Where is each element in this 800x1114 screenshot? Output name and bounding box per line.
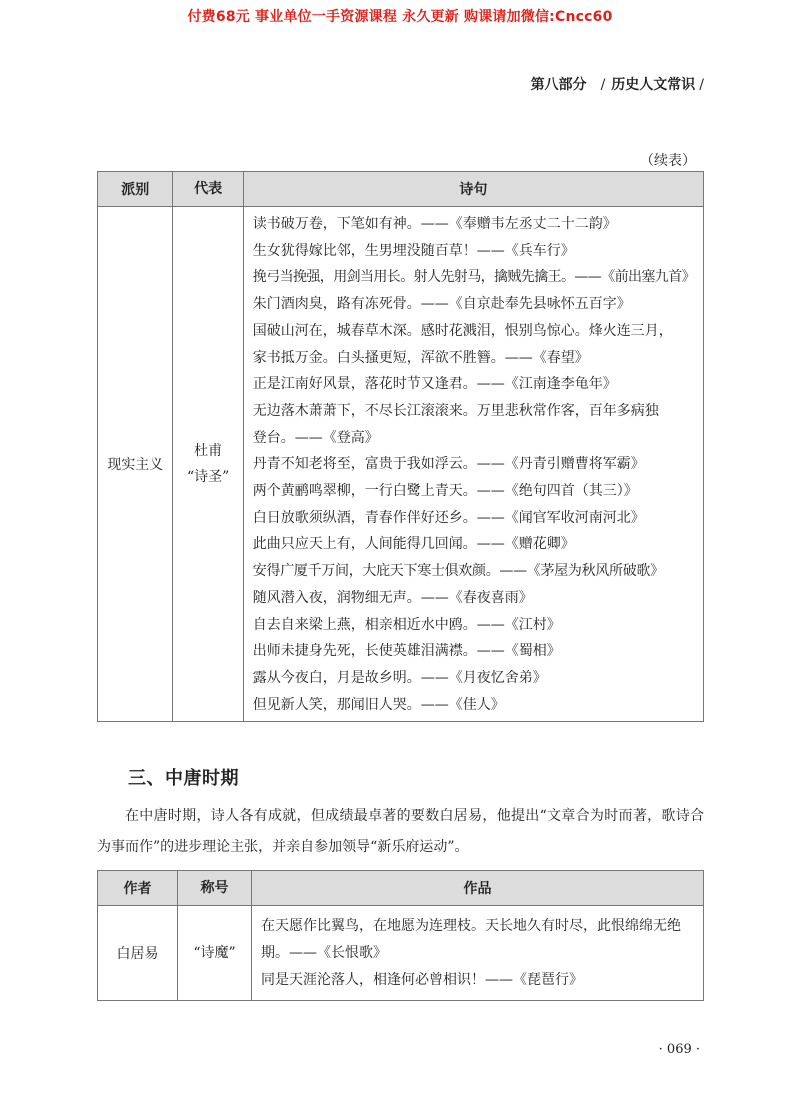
header-cell-author: 作者 [98, 871, 178, 906]
verse-line: 安得广厦千万间，大庇天下寒士俱欢颜。——《茅屋为秋风所破歌》 [252, 563, 664, 580]
verse-line: 读书破万卷，下笔如有神。——《奉赠韦左丞丈二十二韵》 [252, 216, 617, 232]
promo-banner: 付费68元 事业单位一手资源课程 永久更新 购课请加微信:Cncc60 [187, 9, 613, 25]
verse-line: 登台。——《登高》 [252, 429, 379, 446]
continued-note: （续表） [640, 153, 696, 169]
header-cell-title: 称号 [178, 871, 252, 906]
table-row [98, 207, 704, 722]
verse-line: 白日放歌须纵酒，青春作伴好还乡。——《闻官军收河南河北》 [252, 509, 645, 526]
representative-cell [173, 207, 243, 722]
verse-line: 此曲只应天上有，人间能得几回闻。——《赠花卿》 [252, 536, 575, 553]
title-cell: “诗魔” [178, 906, 252, 1001]
verse-line: 家书抵万金。白头搔更短，浑欲不胜簪。——《春望》 [252, 349, 589, 366]
verses-cell [243, 207, 703, 722]
verse-line: 丹青不知老将至，富贵于我如浮云。——《丹青引赠曹将军霸》 [252, 456, 645, 473]
page-header [531, 74, 704, 94]
verse-line: 但见新人笑，那闻旧人哭。——《佳人》 [252, 696, 505, 713]
table-header-row [98, 871, 704, 906]
verse-line: 露从今夜白，月是故乡明。——《月夜忆舍弟》 [252, 669, 547, 686]
work-line: 同是天涯沦落人，相逢何必曾相识！——《琵琶行》 [261, 972, 583, 988]
representative-title: “诗圣” [186, 469, 230, 486]
header-cell-school: 派别 [98, 172, 173, 207]
verse-line: 无边落木萧萧下，不尽长江滚滚来。万里悲秋常作客，百年多病独 [252, 402, 659, 419]
header-cell-verses: 诗句 [243, 172, 703, 207]
verse-line: 挽弓当挽强，用剑当用长。射人先射马，擒贼先擒王。——《前出塞九首》 [252, 269, 695, 286]
verse-line: 朱门酒肉臭，路有冻死骨。——《自京赴奉先县咏怀五百字》 [252, 296, 631, 313]
header-title: 历史人文常识 [611, 77, 696, 93]
verse-line: 生女犹得嫁比邻，生男埋没随百草！——《兵车行》 [252, 242, 575, 259]
table-row [98, 906, 704, 1001]
poets-table-realism [97, 171, 704, 722]
section-title: 三、中唐时期 [128, 768, 239, 789]
verse-line: 正是江南好风景，落花时节又逢君。——《江南逢李龟年》 [252, 376, 617, 393]
verse-line: 出师未捷身先死，长使英雄泪满襟。——《蜀相》 [252, 643, 561, 660]
verse-line: 两个黄鹂鸣翠柳，一行白鹭上青天。——《绝句四首（其三）》 [252, 483, 638, 500]
work-line: 在天愿作比翼鸟，在地愿为连理枝。天长地久有时尽，此恨绵绵无绝 [261, 918, 681, 934]
works-cell [252, 906, 704, 1001]
representative-name: 杜甫 [194, 443, 223, 460]
verse-line: 随风潜入夜，润物细无声。——《春夜喜雨》 [252, 589, 533, 606]
poets-table-mid-tang [97, 870, 704, 1001]
school-cell: 现实主义 [98, 207, 173, 722]
header-cell-works: 作品 [252, 871, 704, 906]
verse-line: 自去自来梁上燕，相亲相近水中鸥。——《江村》 [252, 616, 561, 633]
table-header-row [98, 172, 704, 207]
verse-line: 国破山河在，城春草木深。感时花溅泪，恨别鸟惊心。烽火连三月， [252, 322, 673, 339]
intro-paragraph: 在中唐时期，诗人各有成就，但成绩最卓著的要数白居易，他提出“文章合为时而著，歌诗合为事而作”的进步理论主张，并亲自参加领导“新乐府运动”。 [97, 808, 704, 855]
work-line: 期。——《长恨歌》 [261, 945, 387, 961]
page-number: · 069 · [658, 1042, 700, 1057]
header-part: 第八部分 [530, 77, 587, 93]
header-separator-left: / [600, 77, 606, 93]
header-cell-representative: 代表 [173, 172, 243, 207]
author-cell: 白居易 [98, 906, 178, 1001]
header-separator-right: / [699, 77, 704, 93]
